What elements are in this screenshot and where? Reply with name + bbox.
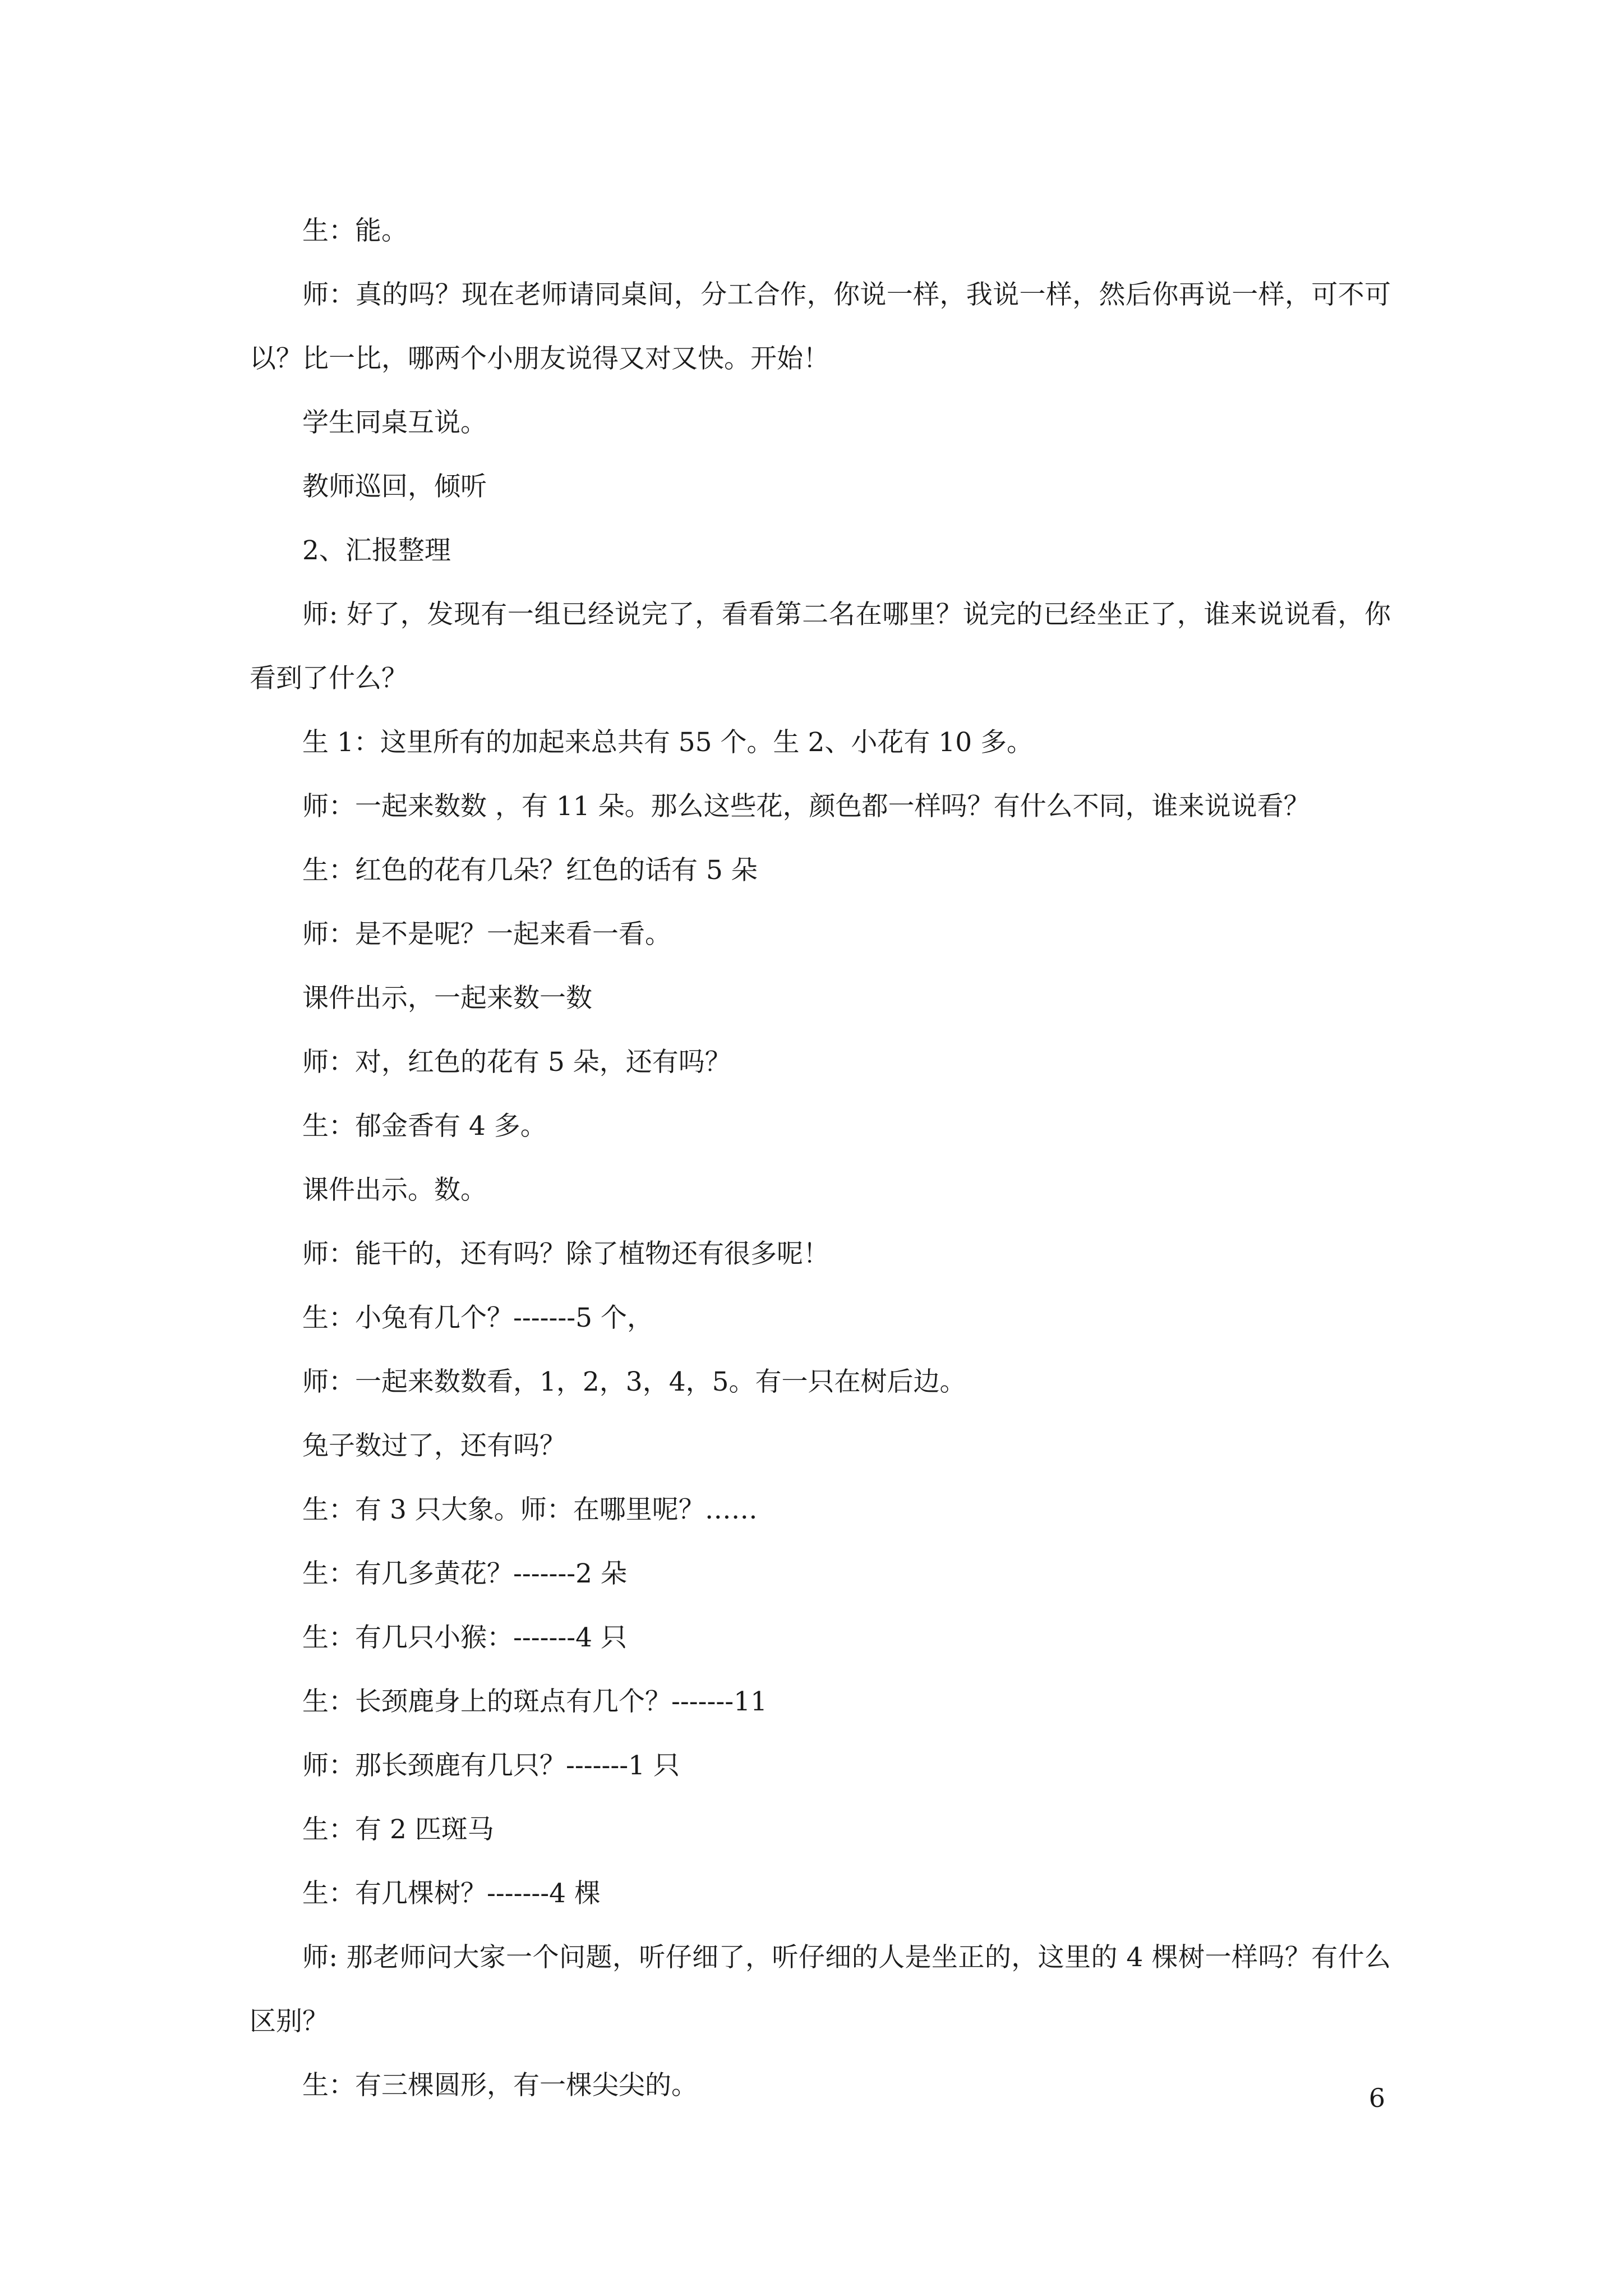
paragraph: 生：能。 — [302, 215, 408, 246]
paragraph: 师：能干的，还有吗？除了植物还有很多呢！ — [302, 1239, 829, 1269]
document-body — [250, 199, 1391, 2118]
paragraph: 兔子数过了，还有吗？ — [302, 1430, 566, 1461]
paragraph: 师: 那老师问大家一个问题，听仔细了，听仔细的人是坐正的，这里的 4 棵树一样吗？有什么区别？ — [250, 1942, 1391, 2037]
paragraph: 师：那长颈鹿有几只？-------1 只 — [302, 1750, 680, 1781]
paragraph: 课件出示。数。 — [302, 1175, 487, 1205]
paragraph: 师：对，红色的花有 5 朵，还有吗？ — [302, 1047, 731, 1078]
paragraph: 师：是不是呢？一起来看一看。 — [302, 919, 671, 950]
section-heading: 2、汇报整理 — [302, 535, 451, 566]
paragraph: 生：郁金香有 4 多。 — [302, 1111, 547, 1142]
paragraph: 生：有 2 匹斑马 — [302, 1814, 494, 1845]
paragraph: 生：有几只小猴：-------4 只 — [302, 1622, 628, 1653]
paragraph: 学生同桌互说。 — [302, 407, 487, 438]
paragraph: 生：红色的花有几朵？红色的话有 5 朵 — [302, 855, 758, 886]
paragraph: 师：真的吗？现在老师请同桌间，分工合作，你说一样，我说一样，然后你再说一样，可不可以？比一比，哪两个小朋友说得又对又快。开始！ — [250, 279, 1391, 374]
page-number: 6 — [1368, 2083, 1385, 2113]
paragraph: 生：长颈鹿身上的斑点有几个？-------11 — [302, 1686, 767, 1717]
paragraph: 课件出示，一起来数一数 — [302, 983, 592, 1014]
paragraph: 生：有三棵圆形，有一棵尖尖的。 — [302, 2070, 698, 2101]
paragraph: 生：有几棵树？-------4 棵 — [302, 1878, 601, 1909]
paragraph: 师：一起来数数 ，有 11 朵。那么这些花，颜色都一样吗？有什么不同，谁来说说看？ — [302, 791, 1310, 822]
paragraph: 生：有 3 只大象。师：在哪里呢？…… — [302, 1494, 758, 1525]
paragraph: 生：小兔有几个？-------5 个， — [302, 1303, 654, 1333]
paragraph: 师: 好了，发现有一组已经说完了，看看第二名在哪里？说完的已经坐正了，谁来说说看，你看到了什么？ — [250, 599, 1391, 694]
paragraph: 师：一起来数数看，1，2，3，4，5。有一只在树后边。 — [302, 1366, 966, 1397]
paragraph: 生：有几多黄花？-------2 朵 — [302, 1558, 628, 1589]
paragraph: 教师巡回，倾听 — [302, 471, 487, 502]
paragraph: 生 1：这里所有的加起来总共有 55 个。生 2、小花有 10 多。 — [302, 727, 1034, 758]
